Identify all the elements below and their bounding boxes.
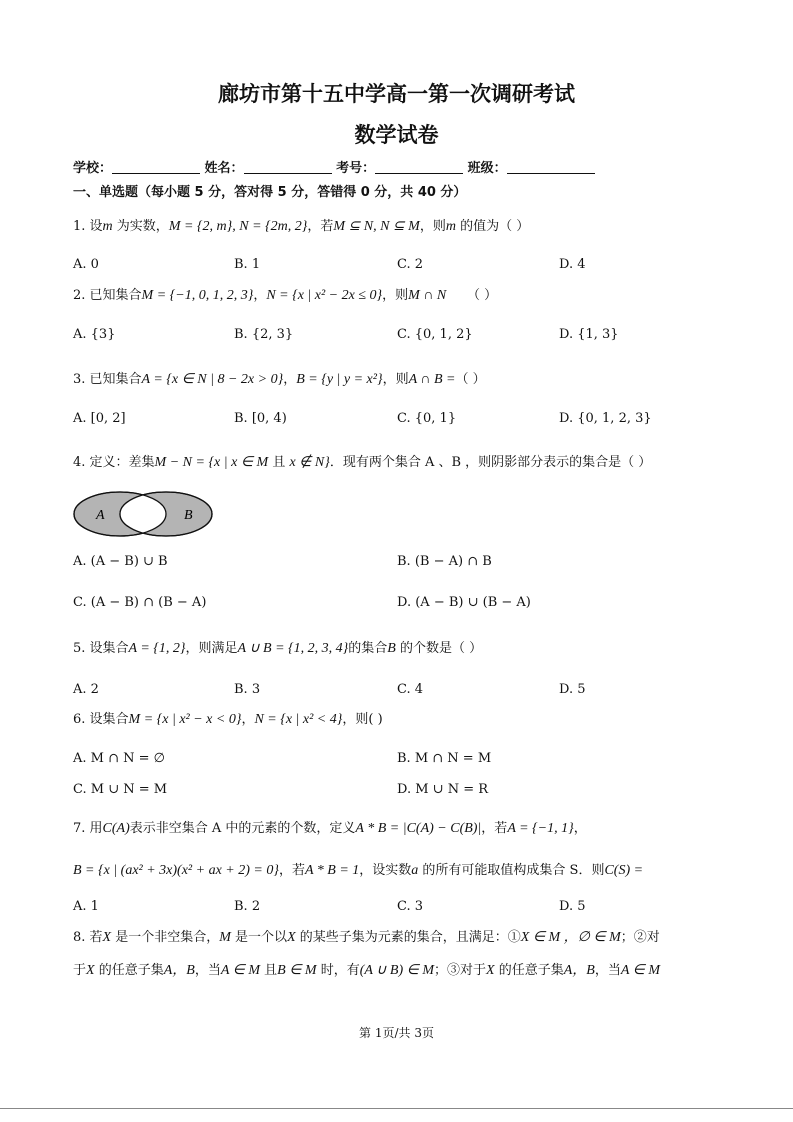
- school-blank[interactable]: [112, 161, 200, 174]
- q1-option-c[interactable]: C. 2: [397, 257, 424, 272]
- question-4: 4. 定义：差集M − N = {x | x ∈ M 且 x ∉ N}．现有两个集合 A 、B ，则阴影部分表示的集合是（ ）: [73, 455, 652, 470]
- q1-cond: M ⊆ N, N ⊆ M: [333, 219, 420, 234]
- q7-option-d[interactable]: D. 5: [559, 899, 586, 914]
- question-8-line-2: 于X 的任意子集A，B，当A ∈ M 且B ∈ M 时，有(A ∪ B) ∈ M；③对于X 的任意子集A，B，当A ∈ M: [73, 963, 660, 978]
- question-6: 6. 设集合M = {x | x² − x < 0}，N = {x | x² < 4}，则( ): [73, 712, 383, 727]
- q1-sets: M = {2, m}, N = {2m, 2}: [168, 219, 308, 234]
- q2-set-n: N = {x | x² − 2x ≤ 0}: [266, 288, 383, 303]
- question-2: 2. 已知集合M = {−1, 0, 1, 2, 3}，N = {x | x² − 2x ≤ 0}，则M ∩ N （ ）: [73, 288, 498, 303]
- q2-option-b[interactable]: B. {2, 3}: [234, 327, 294, 342]
- question-3: 3. 已知集合A = {x ∈ N | 8 − 2x > 0}，B = {y | y = x²}，则A ∩ B =（ ）: [73, 372, 486, 387]
- q3-option-c[interactable]: C. {0, 1}: [397, 411, 457, 426]
- q5-option-d[interactable]: D. 5: [559, 682, 586, 697]
- venn-label-b: B: [184, 508, 193, 523]
- q7-option-b[interactable]: B. 2: [234, 899, 261, 914]
- section-heading: 一、单选题（每小题 5 分，答对得 5 分，答错得 0 分，共 40 分）: [73, 185, 467, 200]
- q6-option-d[interactable]: D. M ∪ N = R: [397, 782, 489, 797]
- name-blank[interactable]: [244, 161, 332, 174]
- q1-option-a[interactable]: A. 0: [73, 257, 99, 272]
- page-bottom-rule: [0, 1108, 793, 1109]
- q2-option-d[interactable]: D. {1, 3}: [559, 327, 619, 342]
- venn-label-a: A: [96, 508, 105, 523]
- q5-option-a[interactable]: A. 2: [73, 682, 99, 697]
- exam-subtitle: 数学试卷: [354, 123, 439, 147]
- q2-option-a[interactable]: A. {3}: [73, 327, 116, 342]
- question-1: 1. 设m 为实数，M = {2, m}, N = {2m, 2}，若M ⊆ N, N ⊆ M，则m 的值为（ ）: [73, 219, 530, 234]
- q5-option-b[interactable]: B. 3: [234, 682, 261, 697]
- class-label: 班级：: [467, 161, 507, 176]
- question-8-line-1: 8. 若X 是一个非空集合，M 是一个以X 的某些子集为元素的集合，且满足：①X ∈ M ，∅ ∈ M；②对: [73, 930, 660, 945]
- q1-option-d[interactable]: D. 4: [559, 257, 586, 272]
- q6-option-a[interactable]: A. M ∩ N = ∅: [73, 751, 165, 766]
- exam-title: 廊坊市第十五中学高一第一次调研考试: [218, 82, 575, 106]
- q7-option-a[interactable]: A. 1: [73, 899, 99, 914]
- q2-option-c[interactable]: C. {0, 1, 2}: [397, 327, 473, 342]
- q4-option-c[interactable]: C. (A − B) ∩ (B − A): [73, 595, 207, 610]
- page-footer: 第 1页/共 3页: [359, 1026, 434, 1040]
- question-7-line-1: 7. 用C(A)表示非空集合 A 中的元素的个数，定义A * B = |C(A) − C(B)|，若A = {−1, 1}，: [73, 821, 587, 836]
- venn-diagram: [72, 488, 214, 540]
- q3-set-a: A = {x ∈ N | 8 − 2x > 0}: [141, 372, 284, 387]
- q3-option-b[interactable]: B. [0, 4): [234, 411, 287, 426]
- q6-option-c[interactable]: C. M ∪ N = M: [73, 782, 168, 797]
- q4-def: M − N = {x | x ∈ M: [154, 455, 269, 470]
- q3-set-b: B = {y | y = x²}: [296, 372, 383, 387]
- q4-option-d[interactable]: D. (A − B) ∪ (B − A): [397, 595, 531, 610]
- q3-option-d[interactable]: D. {0, 1, 2, 3}: [559, 411, 652, 426]
- name-label: 姓名：: [204, 161, 244, 176]
- q1-option-b[interactable]: B. 1: [234, 257, 261, 272]
- q3-option-a[interactable]: A. [0, 2]: [73, 411, 126, 426]
- school-label: 学校：: [73, 161, 113, 176]
- id-blank[interactable]: [375, 161, 463, 174]
- q6-option-b[interactable]: B. M ∩ N = M: [397, 751, 492, 766]
- info-line: [73, 160, 595, 178]
- q7-option-c[interactable]: C. 3: [397, 899, 424, 914]
- q2-set-m: M = {−1, 0, 1, 2, 3}: [141, 288, 254, 303]
- q4-option-a[interactable]: A. (A − B) ∪ B: [73, 554, 168, 569]
- q5-option-c[interactable]: C. 4: [397, 682, 424, 697]
- id-label: 考号：: [336, 161, 376, 176]
- question-5: 5. 设集合A = {1, 2}，则满足A ∪ B = {1, 2, 3, 4}的集合B 的个数是（ ）: [73, 641, 483, 656]
- question-7-line-2: B = {x | (ax² + 3x)(x² + ax + 2) = 0}，若A * B = 1，设实数a 的所有可能取值构成集合 S．则C(S) =: [73, 863, 644, 878]
- q4-option-b[interactable]: B. (B − A) ∩ B: [397, 554, 492, 569]
- class-blank[interactable]: [507, 161, 595, 174]
